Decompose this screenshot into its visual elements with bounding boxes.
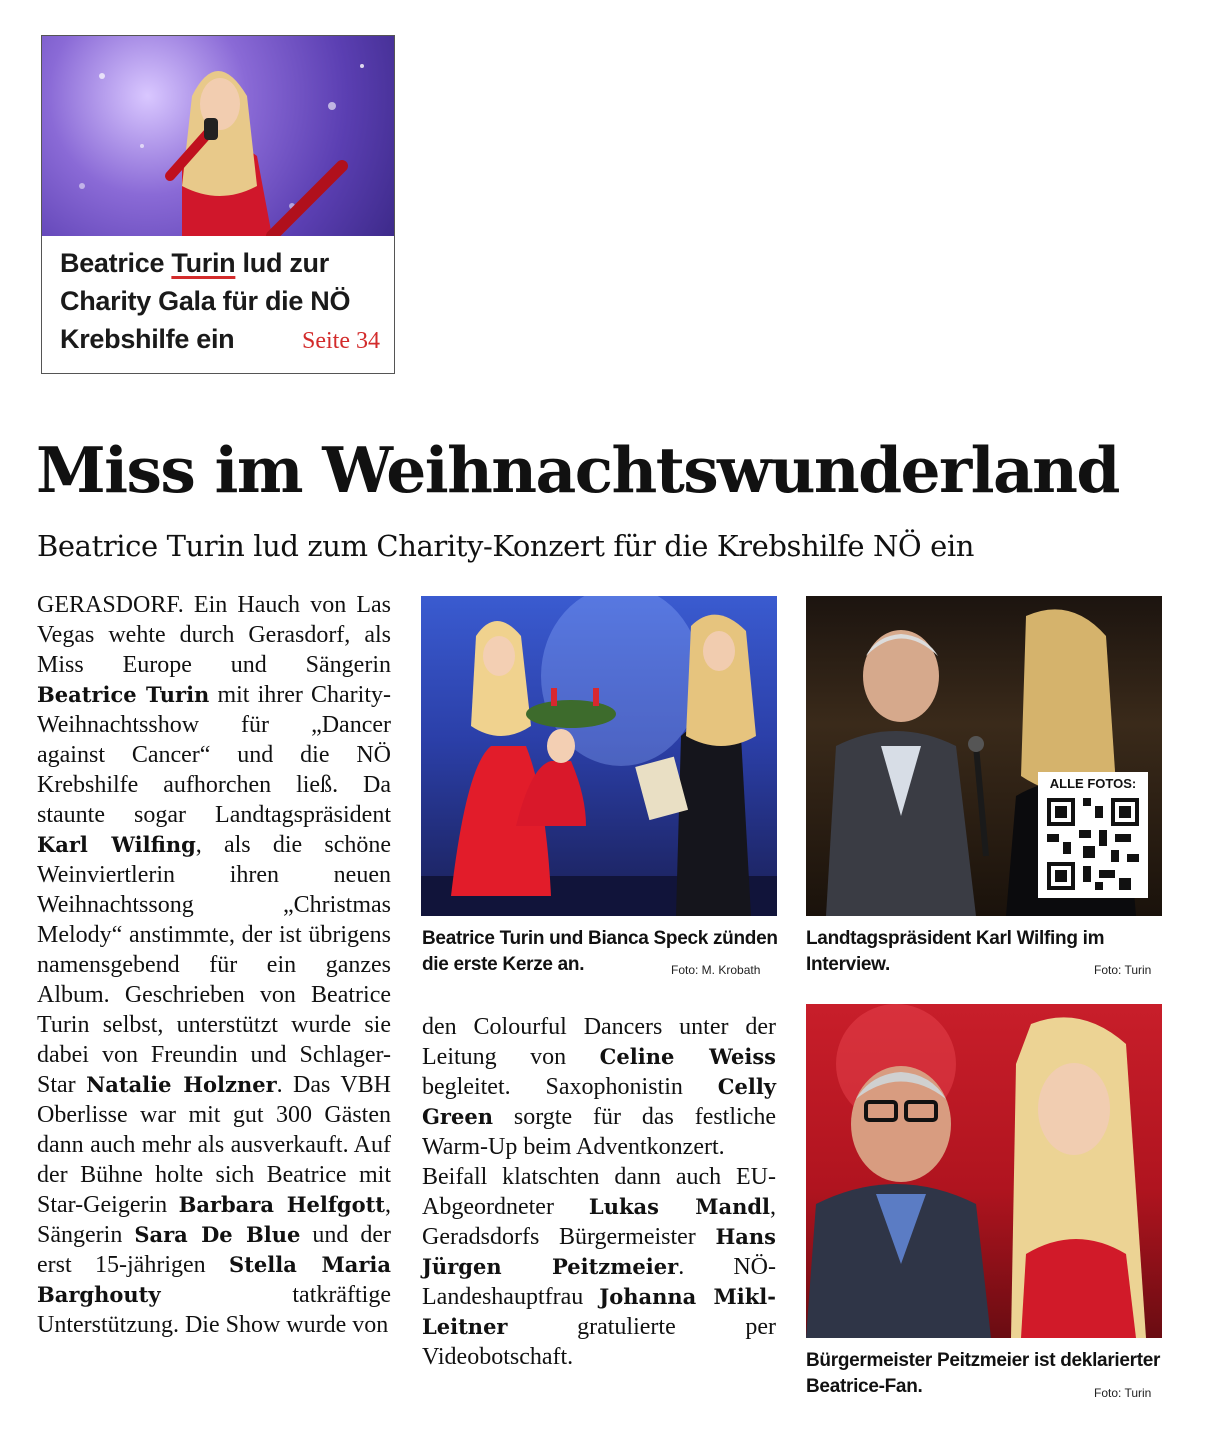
portrait-illustration [806,1004,1162,1338]
teaser-line1-pre: Beatrice [60,248,172,278]
caption-photo-1: Beatrice Turin und Bianca Speck zünden die erste Kerze an. [422,928,778,975]
photo-interview [806,596,1162,916]
teaser-line1-post: lud zur [235,248,329,278]
qr-code-icon [1043,794,1143,894]
highlighted-name: Sara De Blue [134,1222,301,1247]
highlighted-name: Celine Weiss [599,1044,777,1069]
body-text: den Colourful Dancers unter der Leitung von [422,1014,776,1070]
highlighted-name: Lukas Mandl [588,1194,770,1219]
teaser-box[interactable] [41,35,395,374]
caption-photo-3: Bürgermeister Peitzmeier ist deklarierter Beatrice-Fan. [806,1350,1161,1397]
credit-photo-1: Foto: M. Krobath [671,963,761,977]
qr-code-panel[interactable] [1038,772,1148,898]
article-body-column-2 [422,1012,776,1372]
teaser-photo-singer [42,36,394,236]
article-subheadline: Beatrice Turin lud zum Charity-Konzert für die Krebshilfe NÖ ein [37,529,975,563]
highlighted-name: Celly Green [422,1074,776,1129]
body-text: sorgte für das festliche Warm-Up beim Adventkonzert. [422,1104,776,1160]
body-text: , Sängerin [37,1192,392,1248]
qr-label: ALLE FOTOS: [1049,776,1137,791]
body-text: mit ihrer Charity-Weihnachtsshow für „Dancer against Cancer“ und die NÖ Krebshilfe aufhorchen ließ. Da staunte sogar Landtagspräsident [37,682,391,828]
caption-photo-2: Landtagspräsident Karl Wilfing im Interview. [806,928,1105,975]
body-text: begleitet. Saxophonistin [422,1074,718,1100]
body-text: , Geradsdorfs Bürgermeister [422,1194,776,1250]
credit-photo-3: Foto: Turin [1094,1386,1152,1400]
teaser-line2: Charity Gala für die NÖ [60,286,351,316]
singer-illustration [42,36,394,236]
highlighted-name: Beatrice Turin [37,682,210,707]
body-text: . Das VBH Oberlisse war mit gut 300 Gästen dann auch mehr als ausverkauft. Auf der Bühne holte sich Beatrice mit Star-Geigerin [37,1072,391,1218]
body-text: , als die schöne Weinviertlerin ihren neuen Weihnachtssong „Christmas Melody“ anstimmte, der ist übrigens namensgebend für ein ganzes Album. Geschrieben von Beatrice Turin selbst, unterstützt wurde sie dabei von Freundin und Schlager-Star [37,832,391,1098]
teaser-page-reference[interactable]: Seite 34 [302,328,380,354]
highlighted-name: Karl Wilfing [37,832,196,857]
body-text: Beifall klatschten dann auch EU-Abgeordneter [422,1164,776,1220]
credit-photo-2: Foto: Turin [1094,963,1152,977]
stage-illustration [421,596,777,916]
highlighted-name: Natalie Holzner [86,1072,277,1097]
article-headline: Miss im Weihnachtswunderland [36,433,1119,507]
body-text: GERASDORF. Ein Hauch von Las Vegas wehte durch Gerasdorf, als Miss Europe und Sängerin [37,592,391,678]
teaser-underlined-name: Turin [171,248,236,278]
highlighted-name: Johanna Mikl-Leitner [422,1284,776,1339]
teaser-line3: Krebshilfe ein [60,324,235,354]
article-body-column-1 [37,590,391,1340]
photo-mayor-and-singer [806,1004,1162,1338]
body-text: und der erst 15-jährigen [37,1222,392,1278]
highlighted-name: Barbara Helfgott [178,1192,386,1217]
body-text: . NÖ-Landeshauptfrau [422,1254,776,1310]
highlighted-name: Stella Maria Barghouty [37,1252,392,1307]
body-text: tatkräftige Unterstützung. Die Show wurde von [37,1282,391,1338]
body-text: gratulierte per Videobotschaft. [422,1314,776,1370]
highlighted-name: Hans Jürgen Peitzmeier [422,1224,776,1279]
photo-stage-candle-lighting [421,596,777,916]
